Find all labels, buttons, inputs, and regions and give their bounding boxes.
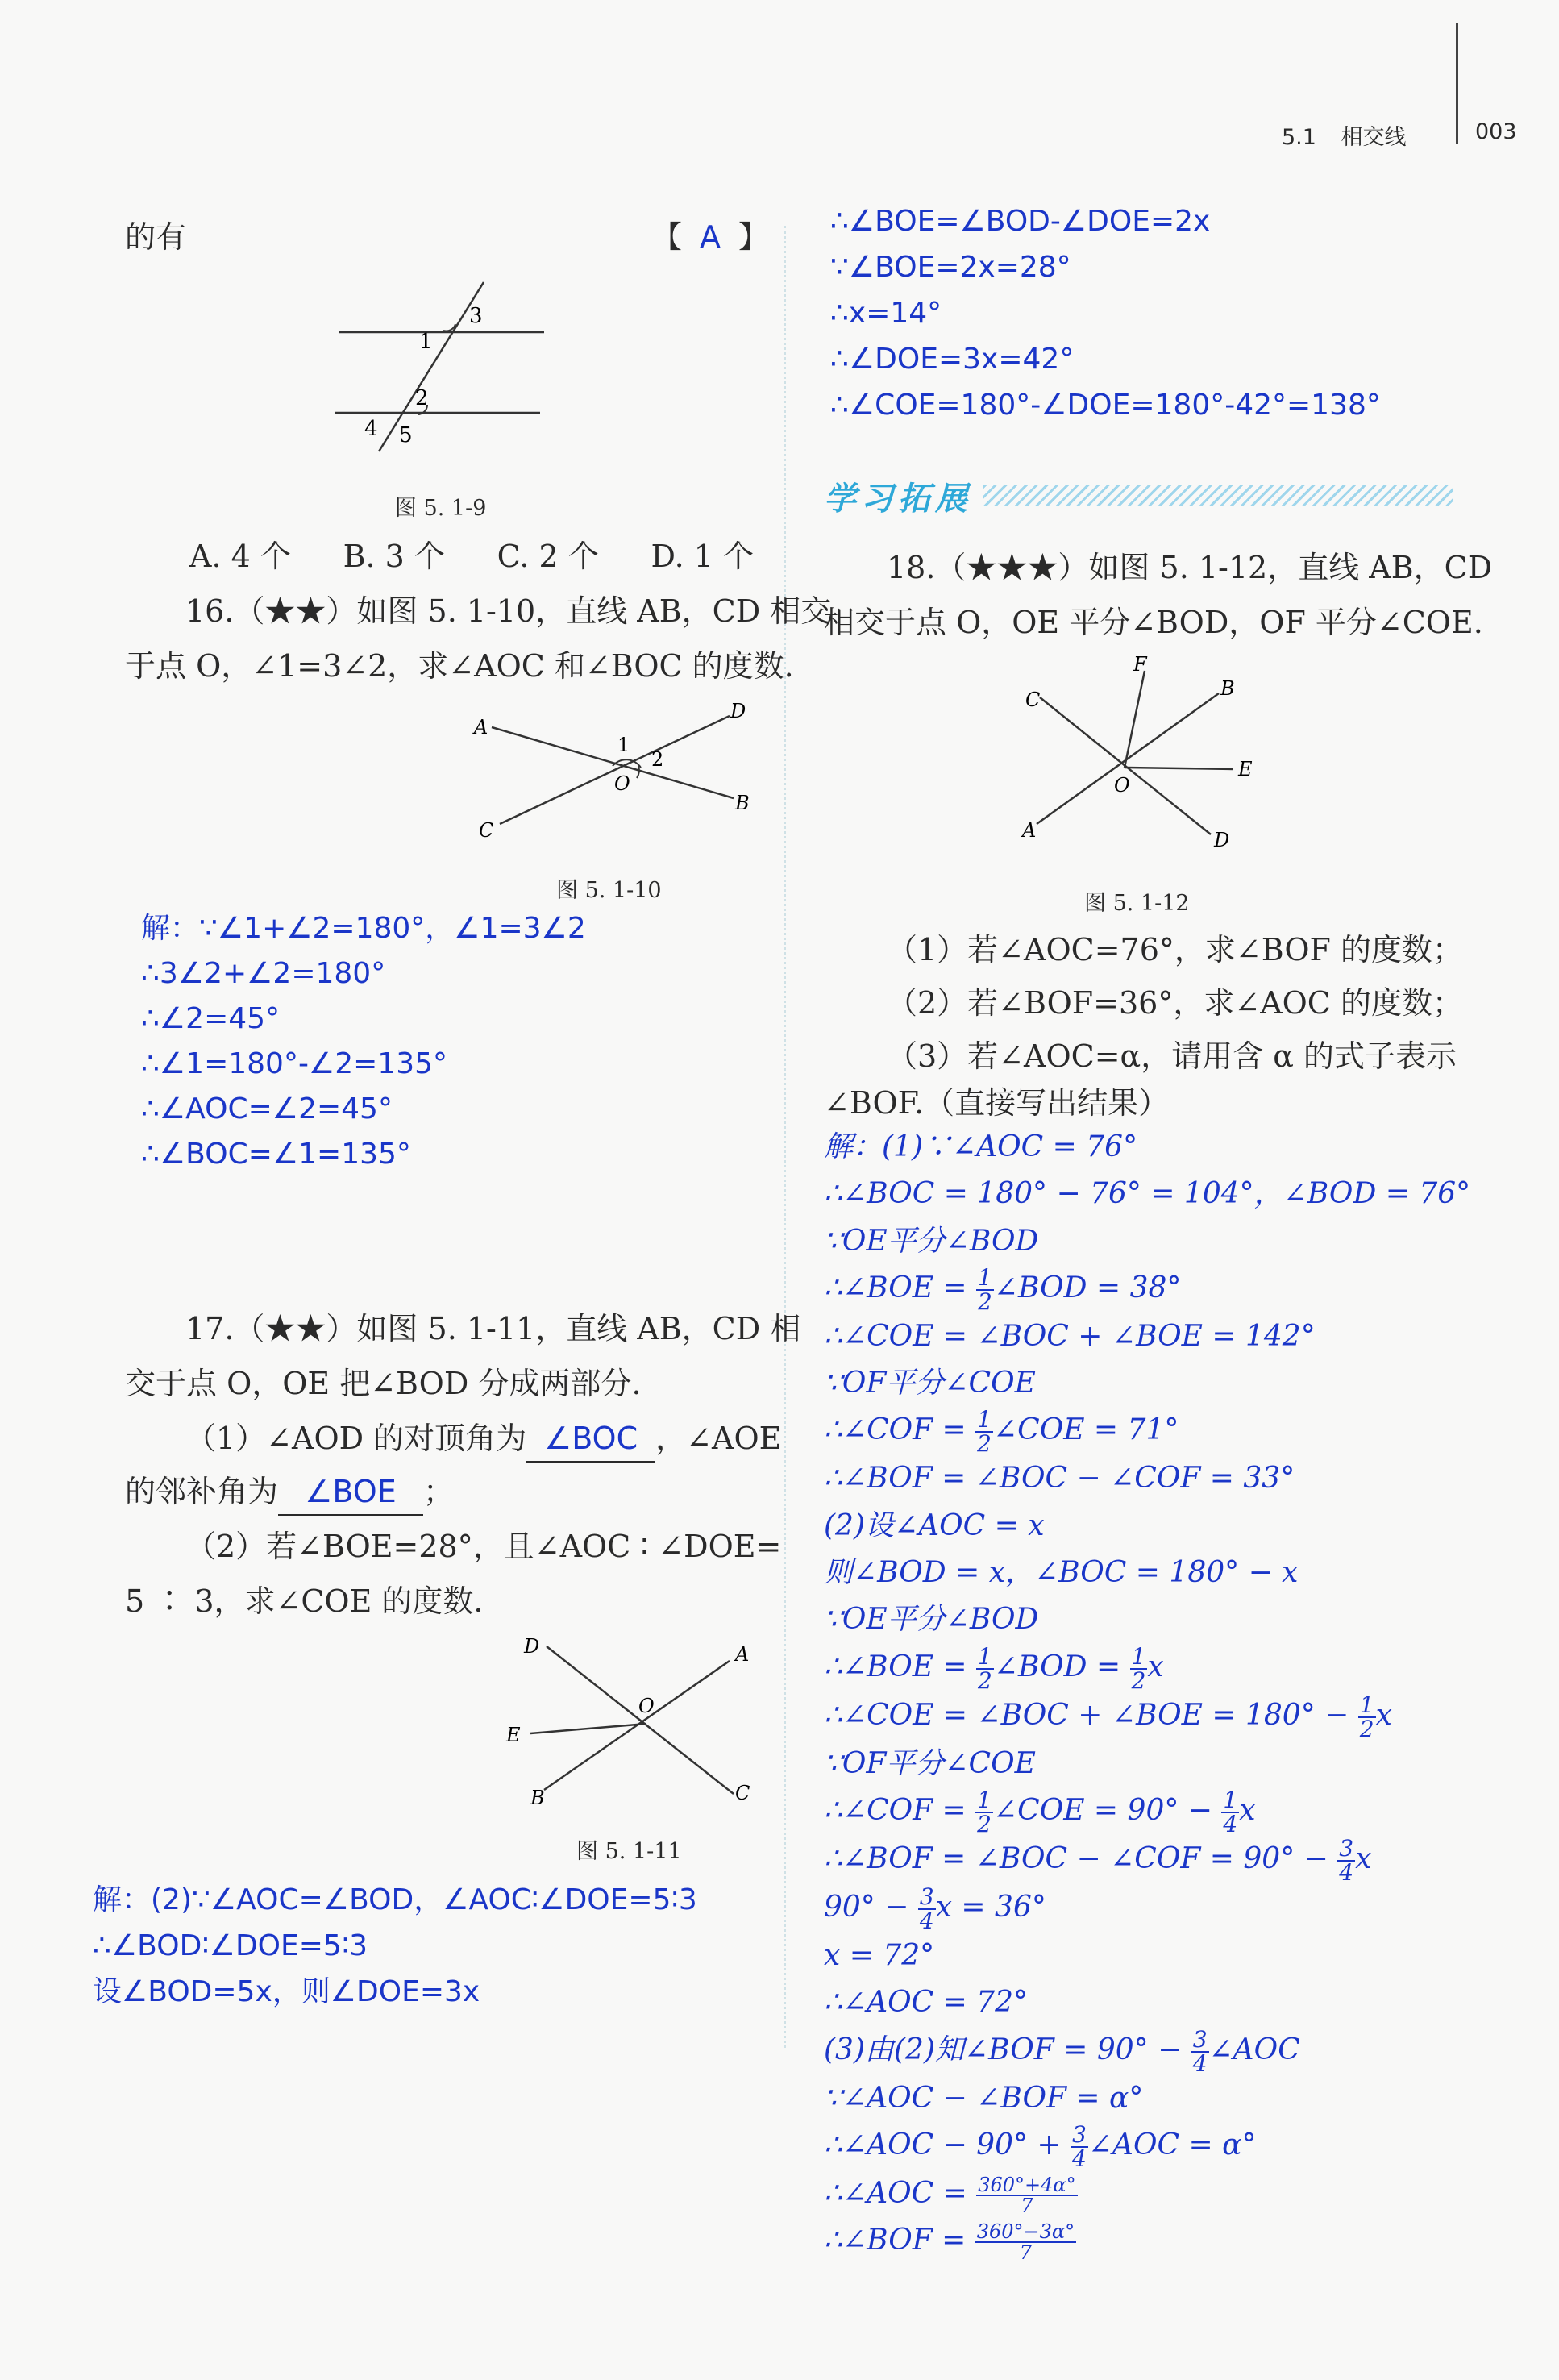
sol18-line: 解：(1)∵∠AOC = 76°	[824, 1130, 1138, 1163]
sol18-text: ∴∠BOE =	[824, 1271, 977, 1304]
q17-part1-line1	[185, 1416, 781, 1463]
q18-line1: 18.（★★★）如图 5. 1-12，直线 AB，CD	[887, 550, 1493, 585]
frac-num: 1	[1131, 1642, 1146, 1670]
header-section	[1282, 119, 1407, 151]
fig11-label-o: O	[638, 1695, 655, 1717]
figure-5-1-9	[322, 274, 564, 468]
q17-line2: 交于点 O，OE 把∠BOD 分成两部分.	[125, 1366, 642, 1401]
page-number: 003	[1475, 119, 1517, 144]
fig9-label-3: 3	[469, 304, 483, 328]
section-stripe	[983, 485, 1453, 506]
frac-den: 2	[978, 1288, 992, 1315]
frac-num: 1	[977, 1406, 992, 1433]
frac-den: 4	[1223, 1810, 1238, 1837]
sol18-text: ∴∠BOF =	[824, 2224, 975, 2257]
sol18-line: ∵OF平分∠COE	[824, 1367, 1036, 1400]
fraction-aoc-result	[976, 2175, 1077, 2216]
sol17-line: 解：(2)∵∠AOC=∠BOD，∠AOC∶∠DOE=5∶3	[93, 1883, 697, 1916]
fig9-label-5: 5	[399, 423, 413, 447]
sol18-text: ∠BOD = 38°	[993, 1271, 1182, 1304]
sol18-text: ∠AOC	[1208, 2033, 1300, 2066]
figure-5-1-10	[468, 693, 758, 847]
frac-den: 7	[1021, 2194, 1033, 2217]
sol16-line: ∴∠AOC=∠2=45°	[141, 1092, 393, 1126]
fig12-ray-oe	[1125, 768, 1233, 769]
fig11-line-da	[547, 1646, 734, 1794]
sol17-line: 设∠BOD=5x，则∠DOE=3x	[93, 1975, 480, 2008]
fig11-label-d: D	[524, 1635, 540, 1658]
q17-answer-2: ∠BOE	[305, 1474, 397, 1509]
fraction-bof-result	[975, 2220, 1076, 2265]
q17-blank-2	[278, 1469, 423, 1516]
fraction-three-quarters	[1071, 2120, 1088, 2172]
fraction-three-quarters	[1191, 2025, 1209, 2077]
sol18-text: ∴∠AOC − 90° +	[824, 2128, 1071, 2162]
sol18-text: ∴∠COE = ∠BOC + ∠BOE = 180° −	[824, 1698, 1358, 1732]
sol18-text: ∠AOC = α°	[1087, 2128, 1257, 2162]
fig10-label-d: D	[730, 700, 746, 722]
fig10-label-b: B	[735, 792, 750, 814]
fig10-label-2: 2	[651, 748, 664, 771]
fig9-label-2: 2	[415, 386, 429, 410]
sol18-line	[824, 1787, 1470, 1836]
fig11-label-c: C	[735, 1782, 750, 1804]
sol18-text: x	[1147, 1650, 1164, 1683]
sol18-line	[824, 1884, 1470, 1933]
sol18-line	[824, 1644, 1470, 1692]
fig11-label-a: A	[735, 1643, 750, 1666]
fig12-label-a: A	[1022, 819, 1037, 842]
fig10-label-a: A	[474, 716, 488, 739]
q18-line2: 相交于点 O，OE 平分∠BOD，OF 平分∠COE.	[824, 605, 1483, 640]
frac-num: 3	[919, 1883, 934, 1910]
fig9-label-4: 4	[364, 417, 378, 441]
fig10-caption: 图 5. 1-10	[556, 878, 662, 903]
frac-den: 2	[977, 1430, 992, 1458]
fig12-label-d: D	[1214, 829, 1230, 851]
sol18-text: ∴∠BOE =	[824, 1650, 977, 1683]
fig12-caption: 图 5. 1-12	[1084, 891, 1190, 916]
sol17-line: ∴∠BOD∶∠DOE=5∶3	[93, 1929, 368, 1962]
sol18-text: x	[1355, 1841, 1372, 1875]
frac-num: 1	[1223, 1786, 1238, 1813]
q17-solution-continued	[830, 198, 1381, 428]
column-divider	[784, 226, 786, 2048]
fig12-label-f: F	[1133, 653, 1147, 676]
sol18-line: ∴∠BOF = ∠BOC − ∠COF = 33°	[824, 1462, 1295, 1496]
sol18-text: ∠BOD =	[993, 1650, 1130, 1683]
sol18-text: x = 36°	[935, 1890, 1046, 1924]
bracket-left: 【	[651, 219, 683, 255]
sol18-text: x	[1375, 1698, 1392, 1732]
fraction-half	[1358, 1691, 1376, 1742]
sol18-text: ∴∠COF =	[824, 1413, 976, 1447]
sol18-line: x = 72°	[824, 1938, 935, 1972]
fraction-three-quarters	[1337, 1834, 1355, 1886]
sol17c-line: ∴∠COE=180°-∠DOE=180°-42°=138°	[830, 389, 1381, 422]
section-title-xuexi-tuozhan: 学习拓展	[824, 480, 972, 518]
q17-p1-text-b: ，∠AOE	[655, 1421, 782, 1456]
q17-line1: 17.（★★）如图 5. 1-11，直线 AB，CD 相	[185, 1311, 801, 1346]
fig11-caption: 图 5. 1-11	[576, 1839, 682, 1864]
fraction-half	[976, 1642, 994, 1694]
sol18-line	[824, 2170, 1470, 2217]
sol18-text: ∠COE = 90° −	[992, 1793, 1222, 1827]
fraction-quarter	[1221, 1786, 1239, 1837]
sol16-line: ∴∠2=45°	[141, 1002, 281, 1035]
sol16-line: 解：∵∠1+∠2=180°，∠1=3∠2	[141, 912, 586, 945]
fig12-label-b: B	[1220, 677, 1235, 700]
q18-part3-line1: （3）若∠AOC=α，请用含 α 的式子表示	[887, 1038, 1457, 1074]
fraction-three-quarters	[918, 1883, 936, 1934]
sol18-line	[824, 1406, 1470, 1458]
q17-p1-text-c: 的邻补角为	[125, 1474, 279, 1509]
q17-part2-line2: 5 ∶ 3，求∠COE 的度数.	[125, 1583, 484, 1619]
sol18-line: 则∠BOD = x，∠BOC = 180° − x	[824, 1556, 1299, 1590]
q17-blank-1	[526, 1416, 655, 1463]
fraction-half	[1130, 1642, 1148, 1694]
fig12-label-o: O	[1114, 774, 1130, 797]
frac-den: 7	[1019, 2241, 1033, 2265]
header-rule	[1456, 23, 1458, 144]
q18-part3-line2: ∠BOF.（直接写出结果）	[824, 1085, 1170, 1121]
frac-den: 2	[1359, 1715, 1374, 1742]
frac-den: 2	[977, 1810, 992, 1837]
fig10-angle-arc-2	[637, 766, 639, 778]
fig12-label-c: C	[1025, 689, 1041, 711]
fig11-label-e: E	[506, 1724, 521, 1746]
bracket-right: 】	[738, 219, 770, 255]
frac-num: 3	[1072, 2120, 1087, 2148]
frac-num: 1	[1359, 1691, 1374, 1718]
fig10-line-ab	[492, 727, 734, 798]
section-title: 相交线	[1341, 125, 1407, 150]
q17-part2-line1: （2）若∠BOE=28°，且∠AOC ∶ ∠DOE=	[185, 1529, 782, 1564]
frac-den: 4	[919, 1907, 934, 1934]
q18-part1: （1）若∠AOC=76°，求∠BOF 的度数；	[887, 932, 1463, 967]
sol17c-line: ∴∠BOE=∠BOD-∠DOE=2x	[830, 205, 1211, 238]
sol18-line	[824, 1836, 1470, 1884]
sol17c-line: ∴x=14°	[830, 297, 942, 330]
frac-num: 360°+4α°	[978, 2173, 1076, 2196]
figure-5-1-12	[1008, 653, 1282, 855]
frac-num: 1	[977, 1786, 992, 1813]
q15-tail-text: 的有	[125, 219, 187, 255]
section-header	[824, 472, 1453, 520]
option-c: C. 2 个	[497, 539, 599, 574]
q15-answer: A	[700, 219, 721, 255]
sol17c-line: ∵∠BOE=2x=28°	[830, 251, 1071, 284]
fig9-caption: 图 5. 1-9	[395, 496, 487, 521]
q16-solution	[141, 906, 586, 1177]
sol18-text: x	[1239, 1793, 1256, 1827]
frac-num: 1	[978, 1263, 992, 1291]
figure-5-1-11	[500, 1629, 766, 1814]
q17-p1-text: （1）∠AOD 的对顶角为	[185, 1421, 527, 1456]
fraction-half	[976, 1263, 994, 1315]
option-a: A. 4 个	[189, 539, 291, 574]
frac-num: 1	[978, 1642, 992, 1670]
fig11-label-b: B	[530, 1787, 545, 1809]
frac-den: 4	[1072, 2145, 1087, 2172]
sol16-line: ∴∠1=180°-∠2=135°	[141, 1047, 448, 1080]
sol18-text: ∠COE = 71°	[992, 1413, 1179, 1447]
fig9-transversal	[379, 282, 484, 451]
frac-num: 3	[1339, 1834, 1354, 1862]
frac-num: 360°−3α°	[976, 2220, 1075, 2244]
option-d: D. 1 个	[651, 539, 754, 574]
sol18-text: 90° −	[824, 1890, 918, 1924]
fig10-label-o: O	[614, 772, 630, 795]
q15-answer-box	[651, 214, 769, 260]
sol18-text: (3)由(2)知∠BOF = 90° −	[824, 2033, 1191, 2066]
fig10-label-c: C	[479, 819, 494, 842]
sol18-line	[824, 2217, 1470, 2264]
fig9-label-1: 1	[419, 330, 433, 354]
sol16-line: ∴∠BOC=∠1=135°	[141, 1138, 411, 1171]
q17-p1-text-d: ；	[423, 1474, 455, 1509]
sol18-line: ∴∠BOC = 180° − 76° = 104°，∠BOD = 76°	[824, 1177, 1471, 1211]
sol18-line	[824, 1692, 1470, 1741]
sol18-text: ∴∠BOF = ∠BOC − ∠COF = 90° −	[824, 1841, 1338, 1875]
sol18-line	[824, 2027, 1470, 2075]
frac-den: 2	[1131, 1666, 1146, 1694]
sol17c-line: ∴∠DOE=3x=42°	[830, 343, 1075, 376]
section-number: 5.1	[1282, 125, 1316, 150]
q15-options	[189, 534, 754, 579]
q17-solution	[93, 1877, 697, 2015]
frac-den: 2	[978, 1666, 992, 1694]
sol18-line: (2)设∠AOC = x	[824, 1508, 1045, 1542]
frac-num: 3	[1192, 2025, 1208, 2053]
fig12-label-e: E	[1238, 758, 1253, 780]
frac-den: 4	[1339, 1858, 1354, 1886]
fig10-line-cd	[500, 716, 730, 824]
fig10-label-1: 1	[617, 734, 630, 756]
sol18-line: ∵OF平分∠COE	[824, 1746, 1036, 1780]
sol18-line: ∵OE平分∠BOD	[824, 1603, 1039, 1637]
q17-answer-1: ∠BOC	[544, 1421, 638, 1456]
sol18-line	[824, 1265, 1470, 1313]
sol16-line: ∴3∠2+∠2=180°	[141, 957, 386, 990]
sol18-line: ∵∠AOC − ∠BOF = α°	[824, 2081, 1144, 2115]
q18-part2: （2）若∠BOF=36°，求∠AOC 的度数；	[887, 985, 1463, 1021]
frac-den: 4	[1192, 2049, 1208, 2077]
sol18-line: ∵OE平分∠BOD	[824, 1224, 1039, 1258]
q16-line2: 于点 O，∠1=3∠2，求∠AOC 和∠BOC 的度数.	[125, 648, 794, 684]
q18-solution	[824, 1124, 1470, 2264]
sol18-line	[824, 2122, 1470, 2170]
q17-part1-line2	[125, 1469, 454, 1516]
sol18-text: ∴∠COF =	[824, 1793, 976, 1827]
fraction-half	[975, 1786, 993, 1837]
sol18-text: ∴∠AOC =	[824, 2176, 977, 2210]
fraction-half	[975, 1406, 993, 1458]
q16-line1: 16.（★★）如图 5. 1-10，直线 AB，CD 相交	[185, 593, 832, 629]
sol18-line: ∴∠AOC = 72°	[824, 1986, 1028, 2020]
option-b: B. 3 个	[343, 539, 445, 574]
fig12-line-ab	[1037, 693, 1219, 824]
sol18-line: ∴∠COE = ∠BOC + ∠BOE = 142°	[824, 1319, 1316, 1353]
